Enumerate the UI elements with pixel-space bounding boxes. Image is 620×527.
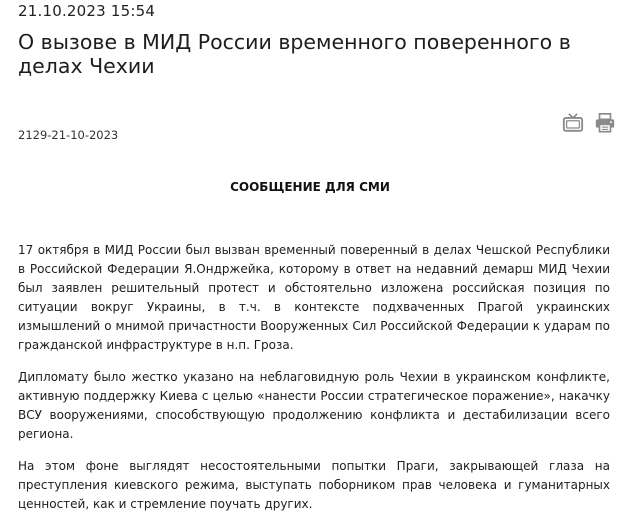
article-body bbox=[18, 241, 610, 527]
paragraph-1: 17 октября в МИД России был вызван временный поверенный в делах Чешской Республики в Российской Федерации Я.Ондржейка, которому в ответ на недавний демарш МИД Чехии был заявлен решительный протест и обстоятельно изложена российская позиция по ситуации вокруг Украины, в т.ч. в контексте подхваченных Прагой украинских измышлений о мнимой причастности Вооруженных Сил Российской Федерации к ударам по гражданской инфраструктуре в н.п. Гроза. bbox=[18, 243, 610, 352]
paragraph-3: На этом фоне выглядят несостоятельными попытки Праги, закрывающей глаза на преступления киевского режима, выступать поборником прав человека и гуманитарных ценностей, как и стремление поучать других. bbox=[18, 459, 610, 511]
paragraph-2: Дипломату было жестко указано на неблаговидную роль Чехии в украинском конфликте, активную поддержку Киева с целью «нанести России стратегическое поражение», накачку ВСУ вооружениями, способствующую продолжению конфликта и дестабилизации всего региона. bbox=[18, 370, 610, 441]
article-title: О вызове в МИД России временного поверенного в делах Чехии bbox=[18, 30, 571, 78]
printer-icon[interactable] bbox=[594, 112, 616, 134]
publication-datetime: 21.10.2023 15:54 bbox=[18, 2, 156, 20]
article-tools bbox=[562, 112, 616, 134]
document-number: 2129-21-10-2023 bbox=[18, 128, 119, 142]
tv-icon[interactable] bbox=[562, 112, 584, 134]
press-release-heading: СООБЩЕНИЕ ДЛЯ СМИ bbox=[230, 180, 390, 194]
